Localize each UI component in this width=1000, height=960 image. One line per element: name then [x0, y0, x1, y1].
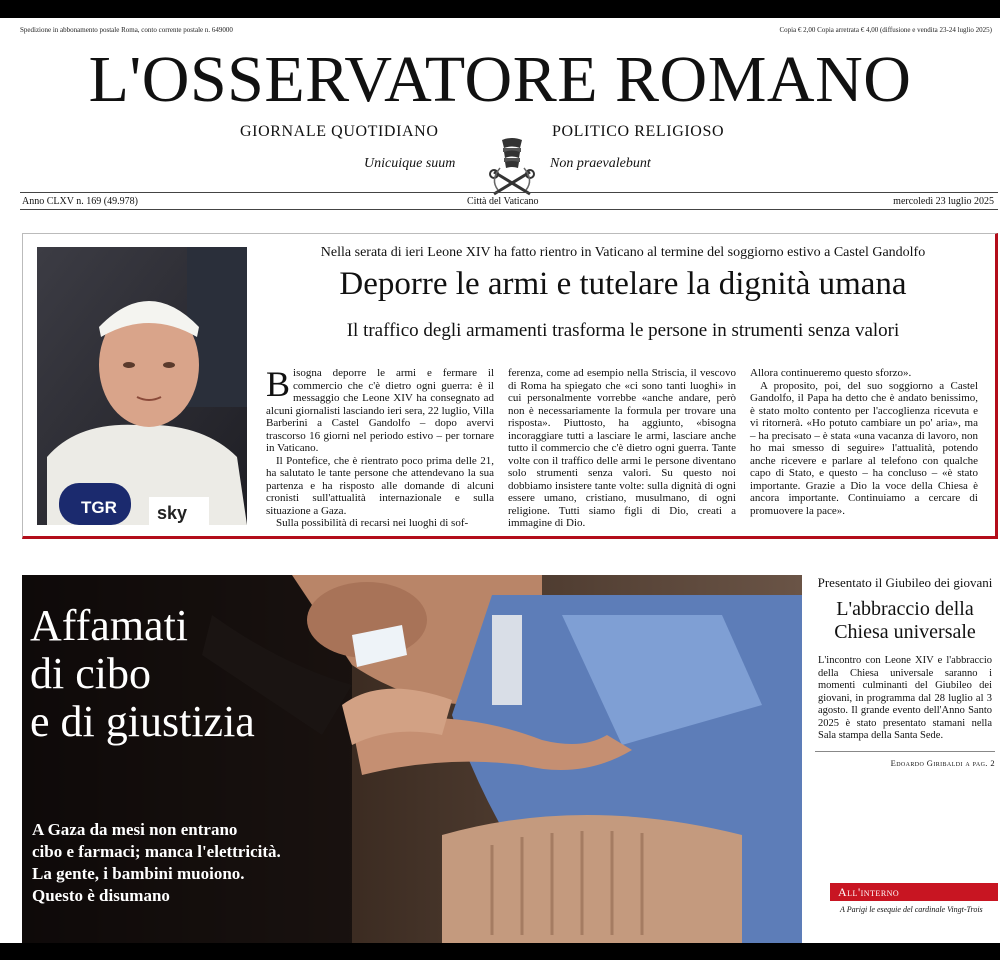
mic-label-tgr: TGR [81, 498, 117, 517]
sidebar-body: L'incontro con Leone XIV e l'abbraccio della Chiesa universale saranno i momenti culminanti del Giubileo dei giovani, in programma dal 28 luglio al 3 agosto. Il grande evento dell'Anno Santo 2025 è stato presentato stamani nella Sala stampa della Santa Sede. [818, 655, 992, 741]
papal-emblem-icon [480, 136, 544, 196]
masthead-rule-bottom [20, 209, 998, 210]
col1-para3: Sulla possibilità di recarsi nei luoghi di sof- [276, 517, 469, 529]
mic-label-sky: sky [157, 503, 188, 523]
gaza-caption [32, 819, 281, 907]
inside-section-label: All'interno [830, 883, 998, 901]
bottom-black-bar [0, 943, 1000, 960]
lead-headline: Deporre le armi e tutelare la dignità umana [339, 266, 907, 302]
col3-para1: Allora continueremo questo sforzo». [750, 367, 912, 379]
place-line: Città del Vaticano [467, 196, 539, 207]
gaza-caption-line-2: cibo e farmaci; manca l'elettricità. [32, 842, 281, 861]
col2-para1: ferenza, come ad esempio nella Striscia, il vescovo di Roma ha spiegato che «ci sono tanti luoghi» in cui personalmente vorrebbe «anche andare, però non è necessariamente la formula per trovare una risposta». Piuttosto, ha aggiunto, «bisogna incoraggiare tutti a lasciare le armi, lasciare anche tutto il commercio che c'è dietro ogni guerra. Tante volte con il traffico delle armi le persone diventano solo strumenti senza valori. Su questo noi dobbiamo insistere tante volte: sulla dignità di ogni essere umano, cristiano, musulmano, di ogni religione. Tutti siamo figli di Dio, creati a immagine di Dio. [508, 367, 736, 529]
lead-story [22, 233, 998, 539]
gaza-headline [30, 602, 255, 746]
gaza-headline-line-2: di cibo [30, 649, 151, 698]
top-black-bar [0, 0, 1000, 18]
col1-para1: isogna deporre le armi e fermare il commercio che c'è dietro ogni guerra: è il messaggio che Leone XIV ha consegnato ad alcuni giornalisti lasciando ieri sera, 22 luglio, Villa Barberini a Castel Gandolfo – dopo avervi trascorso 16 giorni nel periodo estivo – per tornare in Vaticano. [266, 367, 494, 454]
drop-cap: B [266, 364, 291, 404]
sidebar-kicker: Presentato il Giubileo dei giovani [817, 575, 993, 590]
gaza-caption-line-4: Questo è disumano [32, 886, 170, 905]
lead-kicker: Nella serata di ieri Leone XIV ha fatto rientro in Vaticano al termine del soggiorno estivo a Castel Gandolfo [320, 245, 926, 260]
pope-photo [37, 247, 247, 525]
sidebar-headline: L'abbraccio della Chiesa universale [834, 598, 976, 643]
gaza-photo-story [22, 575, 802, 943]
motto-left: Unicuique suum [364, 156, 456, 171]
gaza-headline-line-1: Affamati [30, 601, 189, 650]
date-line: mercoledì 23 luglio 2025 [893, 196, 994, 207]
lead-deck: Il traffico degli armamenti trasforma le persone in strumenti senza valori [346, 320, 900, 341]
sidebar-signature: Edoardo Giribaldi a pag. 2 [815, 751, 995, 768]
issue-number: Anno CLXV n. 169 (49.978) [22, 196, 138, 207]
col1-para2: Il Pontefice, che è rientrato poco prima delle 21, ha salutato le tante persone che attendevano la sua partenza e ha risposto alle domande di alcuni cronisti sull'attualità internazionale e sulla situazione a Gaza. [266, 454, 494, 517]
gaza-caption-line-1: A Gaza da mesi non entrano [32, 820, 238, 839]
body-column-2 [508, 367, 736, 530]
newspaper-page [0, 18, 1000, 943]
col3-para2: A proposito, poi, del suo soggiorno a Castel Gandolfo, il Papa ha detto che è andato benissimo, è stato molto contento per l'accoglienza ricevuta e vi ritornerà. «Ho potuto cambiare un po' aria», ma – ha precisato – è stata «una vacanza di lavoro, non ho mai smesso di seguire» l'attualità, potendo anche ricevere e parlare al telefono con qualche capo di Stato, e questo – ha concluso – «è stato importante. Grazie a Dio la voce della Chiesa è ancora importante. Continuiamo a cercare di promuovere la pace». [750, 379, 978, 517]
price-note: Copia € 2,00 Copia arretrata € 4,00 (diffusione e vendita 23-24 luglio 2025) [779, 26, 992, 34]
masthead-subtitle-right: POLITICO RELIGIOSO [552, 123, 725, 140]
postal-note: Spedizione in abbonamento postale Roma, conto corrente postale n. 649000 [20, 26, 233, 34]
sidebar-story [815, 575, 995, 768]
masthead-subtitle-left: GIORNALE QUOTIDIANO [240, 123, 439, 140]
masthead-title: L'OSSERVATORE ROMANO [88, 43, 912, 116]
inside-item: A Parigi le esequie del cardinale Vingt-Trois [840, 905, 983, 914]
motto-right: Non praevalebunt [550, 156, 651, 171]
body-column-3 [750, 367, 978, 517]
masthead-rule-top [20, 192, 998, 193]
gaza-headline-line-3: e di giustizia [30, 697, 255, 746]
gaza-caption-line-3: La gente, i bambini muoiono. [32, 864, 245, 883]
body-column-1 [266, 364, 494, 530]
lead-body [266, 364, 978, 532]
